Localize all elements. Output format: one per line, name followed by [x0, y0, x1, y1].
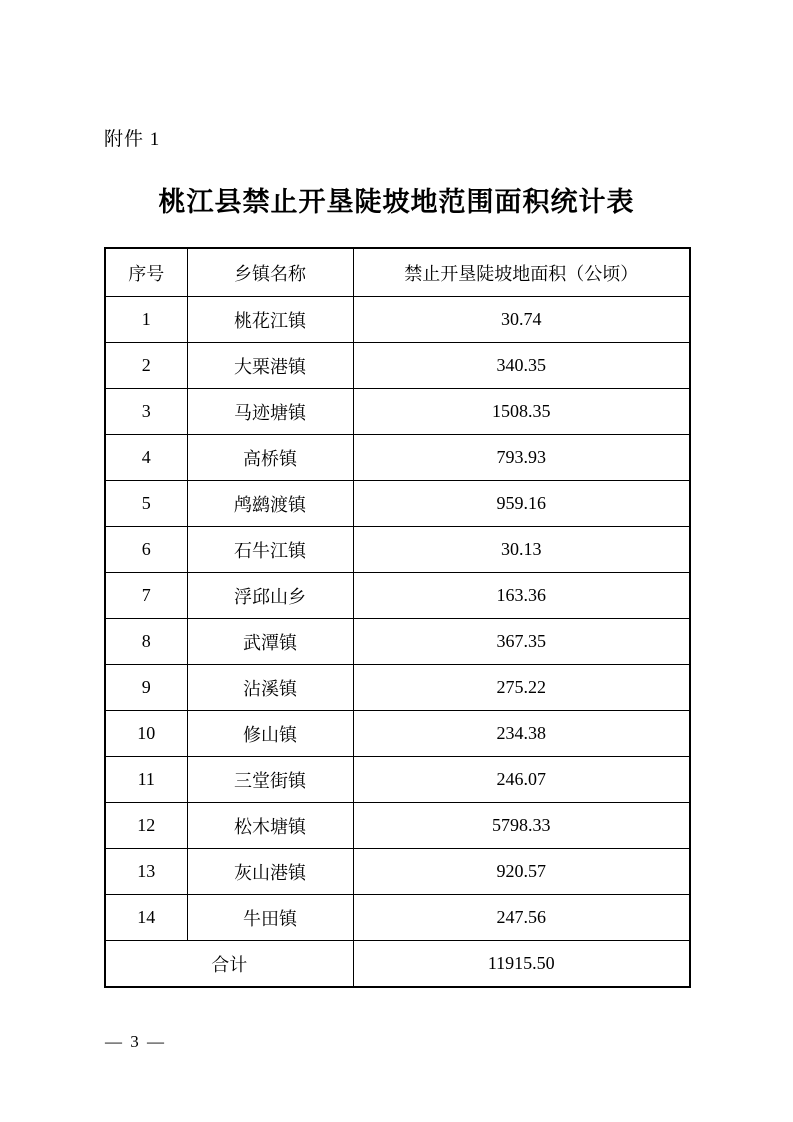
cell-area: 30.13 [353, 527, 690, 573]
table-row [105, 849, 690, 895]
cell-serial: 6 [105, 527, 187, 573]
cell-area: 246.07 [353, 757, 690, 803]
statistics-table [104, 247, 691, 988]
cell-area: 1508.35 [353, 389, 690, 435]
table-row [105, 343, 690, 389]
cell-town: 松木塘镇 [187, 803, 353, 849]
cell-serial: 5 [105, 481, 187, 527]
cell-town: 高桥镇 [187, 435, 353, 481]
table-row [105, 573, 690, 619]
cell-serial: 11 [105, 757, 187, 803]
header-serial-number: 序号 [105, 248, 187, 297]
cell-serial: 7 [105, 573, 187, 619]
cell-area: 234.38 [353, 711, 690, 757]
cell-town: 大栗港镇 [187, 343, 353, 389]
table-row [105, 803, 690, 849]
cell-area: 367.35 [353, 619, 690, 665]
table-total-row [105, 941, 690, 988]
cell-serial: 4 [105, 435, 187, 481]
cell-town: 马迹塘镇 [187, 389, 353, 435]
total-label: 合计 [105, 941, 353, 988]
cell-area: 920.57 [353, 849, 690, 895]
table-row [105, 711, 690, 757]
total-value: 11915.50 [353, 941, 690, 988]
table-row [105, 619, 690, 665]
cell-area: 247.56 [353, 895, 690, 941]
header-town-name: 乡镇名称 [187, 248, 353, 297]
cell-town: 桃花江镇 [187, 297, 353, 343]
cell-serial: 12 [105, 803, 187, 849]
cell-serial: 3 [105, 389, 187, 435]
cell-serial: 9 [105, 665, 187, 711]
cell-serial: 8 [105, 619, 187, 665]
cell-area: 30.74 [353, 297, 690, 343]
cell-town: 三堂街镇 [187, 757, 353, 803]
cell-serial: 14 [105, 895, 187, 941]
cell-area: 340.35 [353, 343, 690, 389]
table-row [105, 297, 690, 343]
table-row [105, 481, 690, 527]
cell-town: 牛田镇 [187, 895, 353, 941]
cell-area: 793.93 [353, 435, 690, 481]
cell-serial: 13 [105, 849, 187, 895]
table-row [105, 435, 690, 481]
document-content [104, 128, 689, 988]
table-row [105, 757, 690, 803]
cell-town: 武潭镇 [187, 619, 353, 665]
page-number: — 3 — [105, 1032, 166, 1051]
cell-town: 浮邱山乡 [187, 573, 353, 619]
table-row [105, 665, 690, 711]
header-prohibited-area: 禁止开垦陡坡地面积（公顷） [353, 248, 690, 297]
table-row [105, 895, 690, 941]
page-title: 桃江县禁止开垦陡坡地范围面积统计表 [158, 187, 635, 217]
cell-area: 959.16 [353, 481, 690, 527]
table-row [105, 527, 690, 573]
cell-serial: 2 [105, 343, 187, 389]
cell-serial: 1 [105, 297, 187, 343]
table-header-row [105, 248, 690, 297]
cell-town: 修山镇 [187, 711, 353, 757]
cell-town: 鸬鹚渡镇 [187, 481, 353, 527]
cell-serial: 10 [105, 711, 187, 757]
cell-area: 275.22 [353, 665, 690, 711]
attachment-label: 附件 1 [104, 129, 161, 150]
table-row [105, 389, 690, 435]
cell-town: 灰山港镇 [187, 849, 353, 895]
cell-area: 163.36 [353, 573, 690, 619]
cell-town: 石牛江镇 [187, 527, 353, 573]
cell-area: 5798.33 [353, 803, 690, 849]
cell-town: 沾溪镇 [187, 665, 353, 711]
